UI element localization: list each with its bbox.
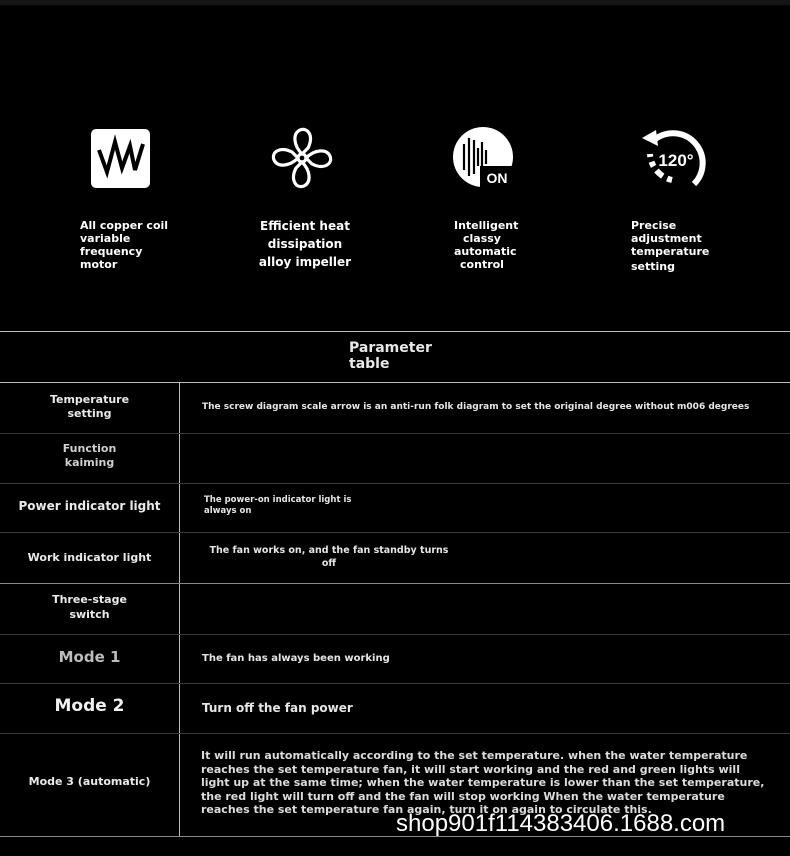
label-line: Mode 3 (automatic) <box>28 775 151 788</box>
table-row-label <box>0 648 179 666</box>
caption-line: dissipation <box>267 237 343 251</box>
label-line: Work indicator light <box>27 551 152 564</box>
table-row-value <box>201 749 764 817</box>
caption-line: Precise <box>631 219 677 232</box>
label-line: setting <box>67 407 112 420</box>
caption-line: setting <box>631 260 675 273</box>
label-line: Mode 1 <box>58 648 121 666</box>
feature-caption-temperature <box>631 219 709 273</box>
table-row-label <box>0 592 179 622</box>
value-line: The fan works on, and the fan standby turns <box>209 545 449 556</box>
row-divider <box>0 683 790 684</box>
value-line: the red light will turn off and the fan will stop working When the water temperature <box>201 789 725 803</box>
table-header-border <box>0 382 790 383</box>
row-divider <box>0 483 790 484</box>
value-line: The power-on indicator light is <box>204 495 352 505</box>
row-divider <box>0 583 790 584</box>
title-line: table <box>349 356 390 372</box>
caption-line: motor <box>80 258 118 271</box>
value-line: reaches the set temperature fan again, turn it on again to circulate this. <box>201 803 652 817</box>
feature-caption-motor <box>80 219 168 271</box>
table-column-divider <box>179 383 180 837</box>
label-line: Power indicator light <box>18 499 161 513</box>
caption-line: automatic <box>454 245 517 258</box>
caption-line: alloy impeller <box>258 255 352 269</box>
value-line: reaches the set temperature fan, it will start working and the red and green lights will <box>201 762 740 776</box>
table-row-label <box>0 442 179 470</box>
caption-line: Efficient heat <box>260 219 350 233</box>
value-line: off <box>321 558 337 569</box>
caption-line: control <box>460 258 504 271</box>
caption-line: variable <box>80 232 131 245</box>
value-line: light up at the same time; when the water temperature is lower than the set temperature, <box>201 776 765 790</box>
label-line: Temperature <box>49 393 130 406</box>
row-divider <box>0 733 790 734</box>
table-row-value: Turn off the fan power <box>202 701 353 715</box>
label-line: switch <box>69 608 110 621</box>
caption-line: adjustment <box>631 232 702 245</box>
value-line: always on <box>204 506 252 516</box>
table-row-label <box>0 393 179 421</box>
rotate-120-icon <box>638 124 708 196</box>
watermark-text: shop901f114383406.1688.com <box>396 810 726 837</box>
feature-caption-control <box>454 219 519 271</box>
caption-line: classy <box>463 232 501 245</box>
waveform-icon <box>90 128 152 194</box>
feature-caption-impeller <box>250 217 360 271</box>
caption-line: frequency <box>80 245 143 258</box>
table-row-value <box>200 544 458 570</box>
label-line: kaiming <box>64 456 115 469</box>
table-row-value <box>204 495 351 517</box>
caption-line: All copper coil <box>80 219 169 232</box>
value-line: It will run automatically according to the set temperature. when the water temperature <box>201 749 748 762</box>
top-border <box>0 0 790 5</box>
table-row-label <box>0 775 179 789</box>
caption-line: Intelligent <box>454 219 519 232</box>
row-divider <box>0 634 790 635</box>
table-row-label <box>0 696 179 716</box>
table-row-label <box>0 550 179 565</box>
table-top-border <box>0 331 790 332</box>
svg-text:ON: ON <box>486 170 508 186</box>
caption-line: temperature <box>631 245 710 258</box>
label-line: Three-stage <box>52 593 127 606</box>
label-line: Mode 2 <box>54 696 125 716</box>
table-row-value: The fan has always been working <box>202 653 390 664</box>
svg-text:120°: 120° <box>658 151 694 170</box>
table-row-label <box>0 499 179 514</box>
table-row-value: The screw diagram scale arrow is an anti-run folk diagram to set the original degree without m006 degrees <box>202 402 750 412</box>
label-line: Function <box>62 442 117 455</box>
table-title <box>349 340 432 372</box>
on-switch-icon <box>452 126 516 194</box>
row-divider <box>0 433 790 434</box>
row-divider <box>0 532 790 533</box>
fan-icon <box>270 126 334 194</box>
title-line: Parameter <box>349 340 432 356</box>
